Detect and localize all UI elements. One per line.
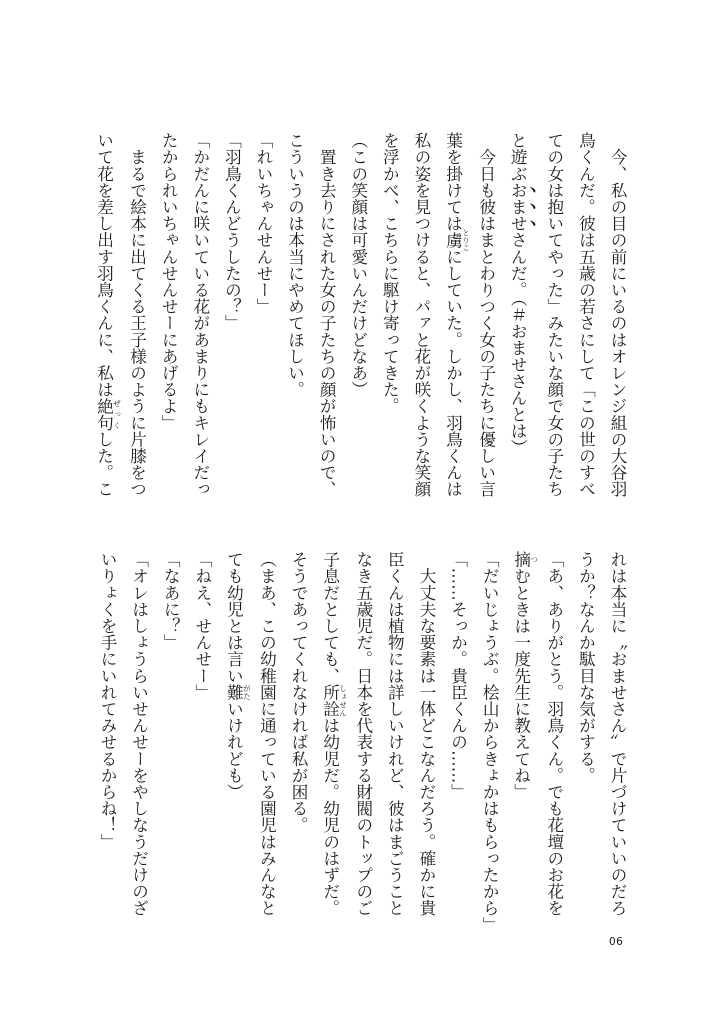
text-block-top [96,132,633,504]
ruby-word [224,683,252,701]
text-run: いて花を差し出す羽鳥くんに、私は [94,132,114,398]
text-run: 葉を掛けては [443,132,463,232]
text-run: うか？なんか駄目な気がする。 [576,551,596,784]
ruby-word [443,228,471,252]
text-run: 「かだんに咲いている花があまりにもキレイだっ [190,132,210,498]
text-column [279,132,311,504]
text-column [379,551,411,923]
text-run: いけれども） [224,700,244,801]
text-column [442,551,474,923]
text-column [410,551,442,923]
text-column [184,132,216,504]
text-column [502,132,539,504]
text-run: 「……そっか。貴臣くんの……」 [448,551,468,800]
text-column [216,132,248,504]
text-run: れは本当に〝おませさん〟で片づけていいのだろ [608,551,627,917]
text-run: を浮かべ、こちらに駆け寄ってきた。 [380,132,400,415]
text-run: 今、私の目の前にいるのはオレンジ組の大谷羽 [608,132,627,498]
text-column [311,132,343,504]
text-run: 鳥くんだ。彼は五歳の若さにして「この世のすべ [576,132,596,498]
ruby-reading: つ [529,551,539,568]
ruby-base: 難 [224,683,244,701]
text-run: そうであってくれなければ私が困る。 [289,551,309,834]
text-run: （まあ、この幼稚園に通っている園児はみんなと [257,551,277,917]
text-run: むときは一度先生に教えてね」 [511,567,531,801]
text-column [123,551,155,923]
text-run: にしていた。しかし、羽鳥くんは [443,248,463,498]
text-column [601,132,633,504]
text-column [474,551,506,933]
ruby-base: 虜 [443,228,463,252]
ruby-base: 摘 [511,551,531,568]
ruby-base: 所詮 [320,683,340,718]
text-run: 置き去りにされた女の子たちの顔が怖いので、 [317,132,337,498]
text-run: まるで絵本に出てくる王子様のように片膝をつ [127,132,147,498]
text-column [153,132,185,504]
text-column [314,551,347,923]
text-column [538,551,570,923]
text-run: ての女は抱いてやった」みたいな顔で女の子たち [544,132,564,498]
ruby-word [511,551,539,568]
ruby-reading: しょせん [338,683,348,717]
text-run: 「オレはしょうらいせんせーをやしなうだけのざ [129,551,149,917]
text-run: した。こ [94,430,114,498]
text-column [88,132,121,504]
text-column [121,132,153,504]
text-column [155,551,187,923]
text-run: 子息だとしても、 [320,551,340,684]
text-column [247,132,279,504]
text-column [601,551,633,923]
ruby-reading: ぜっく [112,397,122,431]
text-run: は幼児だ。幼児のはずだ。 [320,717,340,917]
text-run: 「ねえ、せんせー」 [192,551,212,701]
text-column [186,551,218,923]
text-run: ても幼児とは言い [224,551,244,684]
text-run: 今日も彼はまとわりつく女の子たちに優しい言 [476,132,496,498]
text-block-bottom [96,551,633,933]
ruby-base: 絶句 [94,397,114,431]
text-run: 「なあに？」 [161,551,181,651]
text-column [218,551,251,923]
ruby-word [94,397,122,431]
text-column [347,551,379,923]
text-column [405,132,437,504]
text-run: なき五歳児だ。日本を代表する財閥のトップのご [353,551,373,917]
text-run: と遊ぶ [508,132,528,182]
text-column [282,551,314,923]
text-column [570,132,602,504]
page-number: 06 [609,936,624,948]
text-run: 「羽鳥くんどうしたの？」 [222,132,242,332]
text-run: 「れいちゃんせんせー」 [253,132,273,315]
text-run: 大丈夫な要素は一体どこなんだろう。確かに貴 [416,551,436,917]
text-column [437,132,470,504]
text-run: たかられいちゃんせんせーにあげるよ」 [159,132,179,431]
text-run: 臣くんは植物には詳しいけれど、彼はまごうこと [385,551,405,917]
text-run: 「あ、ありがとう。羽鳥くん。でも花壇のお花を [544,551,564,917]
text-run: 私の姿を見つけると、パァと花が咲くような笑顔 [411,132,431,498]
emphasized-text: おませ [508,181,528,232]
text-column [470,132,502,504]
text-run: いりょくを手にいれてみせるからね！」 [98,551,117,850]
text-column [91,551,123,923]
ruby-reading: とりこ [461,228,471,252]
ruby-word [320,683,348,718]
text-column [505,551,538,923]
text-run: 「だいじょうぶ。桧山からきょかはもらったから」 [480,551,500,933]
text-run: （この笑顔は可愛いんだけどなあ） [348,132,368,398]
text-column [374,132,406,504]
text-column [570,551,602,923]
text-run: こういうのは本当にやめてほしい。 [285,132,305,398]
text-column [342,132,374,504]
text-column [251,551,283,923]
ruby-reading: がた [242,683,252,701]
text-run: さんだ。（＃おませさんとは） [508,231,528,456]
text-column [538,132,570,504]
